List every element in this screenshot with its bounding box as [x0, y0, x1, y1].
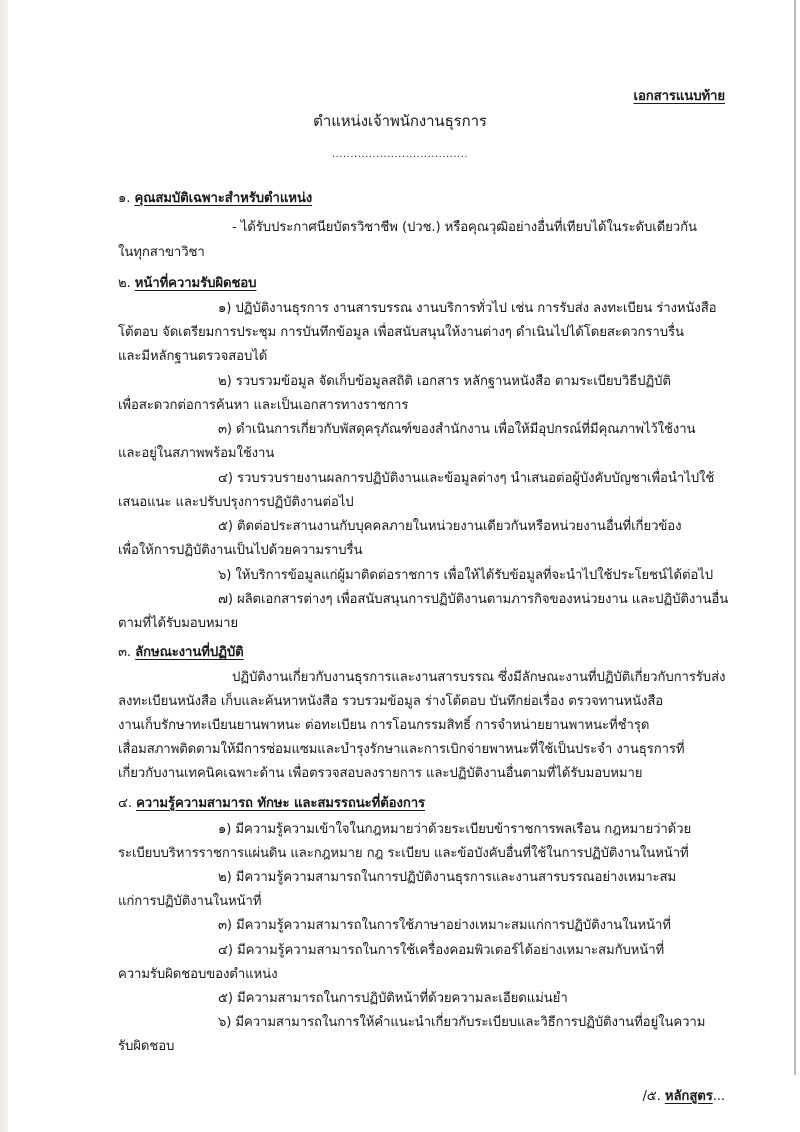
section-4-line: ๔) มีความรู้ความสามารถในการใช้เครื่องคอมพิวเตอร์ได้อย่างเหมาะสมกับหน้าที่ — [218, 943, 665, 958]
section-title: ลักษณะงานที่ปฏิบัติ — [135, 645, 244, 660]
section-4-line: ๓) มีความรู้ความสามารถในการใช้ภาษาอย่างเหมาะสมแก่การปฏิบัติงานในหน้าที่ — [218, 918, 671, 933]
section-4-line: ๒) มีความรู้ความสามารถในการปฏิบัติงานธุรการและงานสารบรรณอย่างเหมาะสม — [218, 870, 677, 885]
section-2-line: ตามที่ได้รับมอบหมาย — [118, 616, 239, 631]
section-3-line: เสื่อมสภาพติดตามให้มีการซ่อมแซมและบำรุงรักษาและการเบิกจ่ายพาหนะที่ใช้เป็นประจำ งานธุรการที่ — [118, 742, 685, 757]
section-2-line: เสนอแนะ และปรับปรุงการปฏิบัติงานต่อไป — [118, 495, 354, 510]
attachment-label: เอกสารแนบท้าย — [633, 89, 725, 104]
section-number: ๑. — [118, 191, 131, 206]
continuation-marker — [560, 1088, 725, 1106]
section-4-line: แก่การปฏิบัติงานในหน้าที่ — [118, 894, 262, 909]
section-3-line: ปฏิบัติงานเกี่ยวกับงานธุรการและงานสารบรรณ ซึ่งมีลักษณะงานที่ปฏิบัติเกี่ยวกับการรับส่ง — [232, 670, 726, 685]
section-1-line: - ได้รับประกาศนียบัตรวิชาชีพ (ปวช.) หรือคุณวุฒิอย่างอื่นที่เทียบได้ในระดับเดียวกัน — [232, 220, 697, 235]
section-number: ๒. — [118, 276, 131, 291]
section-2-heading — [118, 275, 256, 293]
section-4-line: ๕) มีความสามารถในการปฏิบัติหน้าที่ด้วยความละเอียดแม่นยำ — [218, 991, 568, 1006]
section-4-heading — [118, 795, 425, 813]
section-3-heading — [118, 644, 244, 662]
section-2-line: ๓) ดำเนินการเกี่ยวกับพัสดุครุภัณฑ์ของสำนักงาน เพื่อให้มีอุปกรณ์ที่มีคุณภาพไว้ใช้งาน — [218, 422, 696, 437]
section-1-line: ในทุกสาขาวิชา — [118, 245, 205, 260]
section-2-line: ๑) ปฏิบัติงานธุรการ งานสารบรรณ งานบริการทั่วไป เช่น การรับส่ง ลงทะเบียน ร่างหนังสือ — [218, 301, 717, 316]
scan-edge-rule — [794, 0, 796, 1075]
section-2-line: ๒) รวบรวมข้อมูล จัดเก็บข้อมูลสถิติ เอกสาร หลักฐานหนังสือ ตามระเบียบวิธีปฏิบัติ — [218, 374, 671, 389]
continuation-suffix: ... — [712, 1089, 725, 1104]
section-2-line: เพื่อให้การปฏิบัติงานเป็นไปด้วยความราบรื่น — [118, 543, 363, 558]
section-title: คุณสมบัติเฉพาะสำหรับตำแหน่ง — [134, 191, 313, 206]
title-separator: ..................................... — [331, 149, 469, 160]
continuation-prefix: /๕. — [642, 1089, 665, 1104]
section-2-line: และมีหลักฐานตรวจสอบได้ — [118, 349, 268, 364]
section-title: ความรู้ความสามารถ ทักษะ และสมรรถนะที่ต้องการ — [136, 796, 426, 811]
continuation-heading: หลักสูตร — [664, 1089, 713, 1104]
section-2-line: โต้ตอบ จัดเตรียมการประชุม การบันทึกข้อมูล เพื่อสนับสนุนให้งานต่างๆ ดำเนินไปได้โดยสะดวกราบรื่น — [118, 325, 684, 340]
section-4-line: ๖) มีความสามารถในการให้คำแนะนำเกี่ยวกับระเบียบและวิธีการปฏิบัติงานที่อยู่ในความ — [218, 1015, 706, 1030]
section-2-line: ๕) ติดต่อประสานงานกับบุคคลภายในหน่วยงานเดียวกันหรือหน่วยงานอื่นที่เกี่ยวข้อง — [218, 519, 682, 534]
section-4-line: ๑) มีความรู้ความเข้าใจในกฎหมายว่าด้วยระเบียบข้าราชการพลเรือน กฎหมายว่าด้วย — [218, 822, 692, 837]
section-4-line: รับผิดชอบ — [118, 1039, 175, 1054]
section-4-line: ความรับผิดชอบของตำแหน่ง — [118, 967, 278, 982]
section-4-line: ระเบียบบริหารราชการแผ่นดิน และกฎหมาย กฎ ระเบียบ และข้อบังคับอื่นที่ใช้ในการปฏิบัติงานในหน้าที่ — [118, 846, 689, 861]
section-2-line: ๔) รวบรวบรายงานผลการปฏิบัติงานและข้อมูลต่างๆ นำเสนอต่อผู้บังคับบัญชาเพื่อนำไปใช้ — [218, 471, 715, 486]
section-1-heading — [118, 190, 312, 208]
page-title: ตำแหน่งเจ้าพนักงานธุรการ — [313, 112, 487, 130]
section-2-line: ๖) ให้บริการข้อมูลแก่ผู้มาติดต่อราชการ เพื่อให้ได้รับข้อมูลที่จะนำไปใช้ประโยชน์ได้ต่อไป — [218, 568, 714, 583]
section-number: ๓. — [118, 645, 132, 660]
section-3-line: เกี่ยวกับงานเทคนิคเฉพาะด้าน เพื่อตรวจสอบลงรายการ และปฏิบัติงานอื่นตามที่ได้รับมอบหมาย — [118, 766, 643, 781]
scan-edge-shadow — [0, 0, 8, 1132]
section-3-line: งานเก็บรักษาทะเบียนยานพาหนะ ต่อทะเบียน การโอนกรรมสิทธิ์ การจำหน่ายยานพาหนะที่ชำรุด — [118, 718, 650, 733]
section-2-line: และอยู่ในสภาพพร้อมใช้งาน — [118, 446, 275, 461]
section-2-line: ๗) ผลิตเอกสารต่างๆ เพื่อสนับสนุนการปฏิบัติงานตามภารกิจของหน่วยงาน และปฏิบัติงานอื่น — [218, 592, 729, 607]
section-2-line: เพื่อสะดวกต่อการค้นหา และเป็นเอกสารทางราชการ — [118, 398, 409, 413]
section-title: หน้าที่ความรับผิดชอบ — [134, 276, 257, 291]
section-3-line: ลงทะเบียนหนังสือ เก็บและค้นหาหนังสือ รวบรวมข้อมูล ร่างโต้ตอบ บันทึกย่อเรื่อง ตรวจทานหนังสือ — [118, 694, 664, 709]
section-number: ๔. — [118, 796, 132, 811]
